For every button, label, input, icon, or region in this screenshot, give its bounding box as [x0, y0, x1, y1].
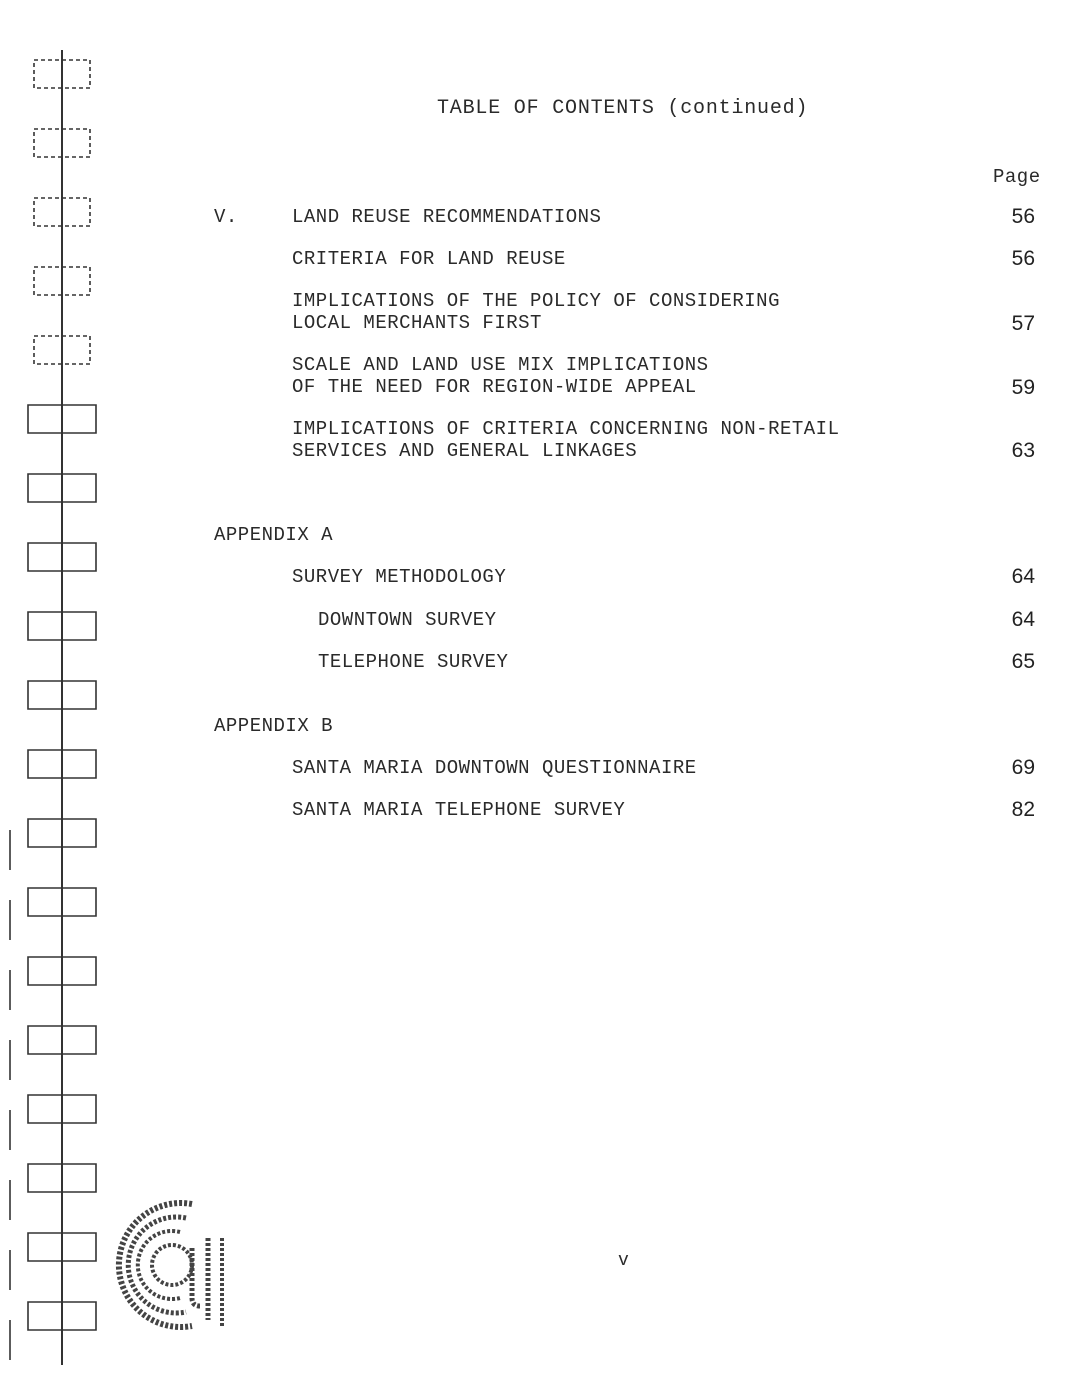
toc-entry-text-line: SCALE AND LAND USE MIX IMPLICATIONS: [292, 354, 709, 376]
toc-entry-page: 63: [1011, 439, 1035, 462]
toc-entry-text-line: IMPLICATIONS OF CRITERIA CONCERNING NON-RETAIL: [292, 418, 840, 440]
toc-subentry-text: TELEPHONE SURVEY: [318, 651, 509, 673]
toc-entry-text-line: SERVICES AND GENERAL LINKAGES: [292, 440, 638, 462]
appendix-heading: APPENDIX B: [214, 715, 334, 737]
toc-entry-text: SANTA MARIA TELEPHONE SURVEY: [292, 799, 626, 821]
appendix-heading: APPENDIX A: [214, 524, 334, 546]
concentric-arc-logo-icon: [100, 1190, 235, 1340]
toc-entry-text: LAND REUSE RECOMMENDATIONS: [292, 206, 602, 228]
toc-entry-text: CRITERIA FOR LAND REUSE: [292, 248, 566, 270]
page-column-header: Page: [993, 166, 1041, 188]
toc-entry-label: V.: [214, 206, 238, 228]
toc-entry-page: 82: [1011, 798, 1035, 821]
toc-entry-text-line: IMPLICATIONS OF THE POLICY OF CONSIDERING: [292, 290, 780, 312]
toc-entry-text: SANTA MARIA DOWNTOWN QUESTIONNAIRE: [292, 757, 697, 779]
toc-entry-text-line: OF THE NEED FOR REGION-WIDE APPEAL: [292, 376, 697, 398]
toc-subentry-text: DOWNTOWN SURVEY: [318, 609, 497, 631]
toc-entry-page: 57: [1011, 312, 1035, 335]
spiral-binding-icon: [0, 0, 110, 1380]
toc-entry-page: 69: [1011, 756, 1035, 779]
toc-entry-text-line: LOCAL MERCHANTS FIRST: [292, 312, 542, 334]
page-title: TABLE OF CONTENTS (continued): [437, 97, 809, 120]
toc-entry-page: 56: [1011, 205, 1035, 228]
toc-entry-page: 56: [1011, 247, 1035, 270]
toc-entry-page: 59: [1011, 376, 1035, 399]
toc-entry-page: 64: [1011, 565, 1035, 588]
toc-entry-text: SURVEY METHODOLOGY: [292, 566, 507, 588]
toc-entry-page: 65: [1011, 650, 1035, 673]
page-footer-number: v: [618, 1251, 630, 1271]
toc-entry-page: 64: [1011, 608, 1035, 631]
